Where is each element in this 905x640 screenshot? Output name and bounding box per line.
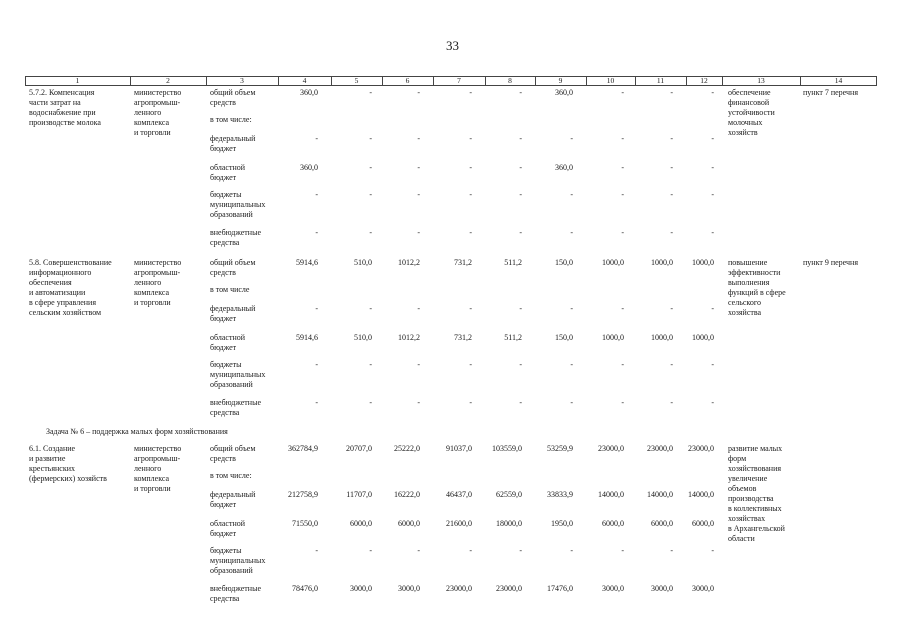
funding-value: - [519,163,522,172]
funding-source-line: общий объем [210,444,256,453]
funding-value: 33833,9 [547,490,573,499]
header-col-9: 9 [558,76,563,85]
funding-value: - [570,546,573,555]
funding-source-line: муниципальных [210,556,266,565]
funding-value: - [369,163,372,172]
funding-value: - [621,163,624,172]
funding-value: 14000,0 [647,490,673,499]
header-col-1: 1 [75,76,80,85]
header-divider [278,76,279,86]
funding-value: - [315,360,318,369]
funding-value: - [417,360,420,369]
funding-value: - [417,398,420,407]
funding-value: - [711,163,714,172]
funding-value: - [621,304,624,313]
funding-value: - [469,398,472,407]
measure-name-line: (фермерских) хозяйств [29,474,107,483]
funding-value: - [417,88,420,97]
funding-source-line: областной [210,333,246,342]
funding-value: 20707,0 [346,444,372,453]
funding-value: 1012,2 [398,258,420,267]
funding-source-line: областной [210,163,246,172]
funding-value: 25222,0 [394,444,420,453]
header-col-7: 7 [457,76,461,85]
funding-source-line: внебюджетные [210,398,261,407]
executor-line: ленного [134,464,162,473]
measure-name-line: производстве молока [29,118,101,127]
funding-source-line: бюджет [210,343,237,352]
funding-value: - [469,190,472,199]
funding-value: - [369,228,372,237]
funding-value: - [417,134,420,143]
expected-result-line: хозяйства [728,308,762,317]
expected-result-line: молочных [728,118,763,127]
funding-source-line: средства [210,408,240,417]
funding-value: 6000,0 [602,519,624,528]
funding-value: - [670,88,673,97]
funding-value: 14000,0 [688,490,714,499]
funding-value: 1000,0 [651,333,673,342]
funding-value: 360,0 [300,163,318,172]
funding-value: - [469,88,472,97]
funding-source-line: образований [210,210,253,219]
funding-source-line: внебюджетные [210,228,261,237]
header-divider [382,76,383,86]
funding-source-line: бюджеты [210,546,242,555]
header-col-13: 13 [757,76,765,85]
funding-value: - [369,304,372,313]
funding-value: 3000,0 [651,584,673,593]
funding-value: - [570,190,573,199]
measure-name-line: крестьянских [29,464,76,473]
funding-value: 3000,0 [602,584,624,593]
funding-source-line: федеральный [210,304,256,313]
funding-value: - [570,398,573,407]
funding-value: - [570,304,573,313]
funding-value: - [369,134,372,143]
funding-value: 14000,0 [598,490,624,499]
expected-result-line: сельского [728,298,761,307]
funding-value: - [519,190,522,199]
funding-value: 6000,0 [692,519,714,528]
funding-source-line: образований [210,380,253,389]
funding-source-line: муниципальных [210,200,266,209]
funding-source-line: средства [210,238,240,247]
expected-result-line: устойчивости [728,108,775,117]
funding-value: 53259,9 [547,444,573,453]
header-col-5: 5 [354,76,359,85]
funding-value: 511,2 [504,258,522,267]
funding-source-line: областной [210,519,246,528]
funding-value: 510,0 [354,333,372,342]
funding-value: 3000,0 [350,584,372,593]
funding-value: 23000,0 [598,444,624,453]
funding-value: 1000,0 [692,258,714,267]
funding-value: - [315,134,318,143]
funding-value: - [621,190,624,199]
expected-result-line: обеспечение [728,88,771,97]
funding-value: - [315,304,318,313]
executor-line: ленного [134,278,162,287]
measure-name-line: и автоматизации [29,288,86,297]
funding-value: - [519,88,522,97]
header-col-11: 11 [656,76,665,85]
section-heading: Задача № 6 – поддержка малых форм хозяйствования [46,427,228,436]
funding-value: - [369,398,372,407]
funding-value: 23000,0 [647,444,673,453]
funding-value: - [369,190,372,199]
funding-value: 103559,0 [492,444,522,453]
funding-value: 11707,0 [346,490,372,499]
funding-value: - [469,228,472,237]
funding-value: - [711,546,714,555]
funding-value: 46437,0 [446,490,472,499]
funding-value: 71550,0 [292,519,318,528]
funding-value: - [711,398,714,407]
funding-value: 6000,0 [651,519,673,528]
funding-value: - [711,228,714,237]
executor-line: комплекса [134,118,170,127]
header-divider [635,76,636,86]
expected-result-line: объемов [728,484,757,493]
executor-line: агропромыш- [134,454,181,463]
funding-value: - [621,360,624,369]
funding-source-line: бюджет [210,314,237,323]
expected-result-line: развитие малых [728,444,783,453]
funding-value: - [315,228,318,237]
funding-value: - [417,190,420,199]
expected-result-line: финансовой [728,98,770,107]
funding-value: 511,2 [504,333,522,342]
header-col-10: 10 [606,76,615,85]
funding-value: - [417,546,420,555]
funding-value: - [670,360,673,369]
reference-note: пункт 7 перечня [803,88,859,97]
header-col-14: 14 [834,76,843,85]
header-col-6: 6 [405,76,410,85]
funding-value: - [519,228,522,237]
funding-value: - [711,134,714,143]
funding-value: 150,0 [555,333,573,342]
executor-line: и торговли [134,484,171,493]
funding-value: - [670,546,673,555]
funding-source-line: в том числе: [210,471,252,480]
funding-source-line: средства [210,594,240,603]
funding-value: - [670,190,673,199]
executor-line: комплекса [134,474,170,483]
measure-name-line: водоснабжение при [29,108,96,117]
funding-value: - [711,360,714,369]
measure-name-line: информационного [29,268,92,277]
funding-value: - [369,546,372,555]
measure-name-line: 6.1. Создание [29,444,76,453]
funding-value: 1000,0 [602,258,624,267]
funding-value: 21600,0 [446,519,472,528]
funding-value: 5914,6 [296,258,318,267]
funding-value: 16222,0 [394,490,420,499]
funding-value: - [519,546,522,555]
measure-name-line: и развитие [29,454,66,463]
funding-value: 1000,0 [602,333,624,342]
header-divider [130,76,131,86]
funding-value: - [519,304,522,313]
funding-source-line: образований [210,566,253,575]
funding-source-line: общий объем [210,88,256,97]
executor-line: агропромыш- [134,268,181,277]
header-col-12: 12 [700,76,708,85]
header-divider [485,76,486,86]
funding-source-line: федеральный [210,490,256,499]
funding-value: - [469,546,472,555]
funding-source-line: в том числе [210,285,250,294]
funding-value: 731,2 [454,333,472,342]
expected-result-line: хозяйствах [728,514,766,523]
header-divider [331,76,332,86]
funding-value: - [711,190,714,199]
funding-value: 6000,0 [398,519,420,528]
expected-result-line: хозяйств [728,128,758,137]
measure-name-line: 5.8. Совершенствование [29,258,112,267]
funding-value: 150,0 [555,258,573,267]
expected-result-line: в Архангельской [728,524,785,533]
header-divider [586,76,587,86]
funding-source-line: бюджет [210,500,237,509]
funding-source-line: бюджеты [210,360,242,369]
header-divider [433,76,434,86]
funding-value: - [469,163,472,172]
funding-value: - [469,134,472,143]
funding-value: 212758,9 [288,490,318,499]
funding-source-line: средств [210,268,236,277]
header-divider [722,76,723,86]
funding-value: - [315,190,318,199]
funding-value: 6000,0 [350,519,372,528]
funding-source-line: федеральный [210,134,256,143]
funding-value: - [570,228,573,237]
funding-value: - [469,360,472,369]
measure-name-line: части затрат на [29,98,81,107]
funding-source-line: общий объем [210,258,256,267]
funding-value: 1000,0 [692,333,714,342]
funding-value: - [670,304,673,313]
funding-value: 62559,0 [496,490,522,499]
header-divider [800,76,801,86]
funding-value: 23000,0 [496,584,522,593]
funding-value: 91037,0 [446,444,472,453]
measure-name-line: 5.7.2. Компенсация [29,88,95,97]
funding-value: - [570,360,573,369]
funding-value: - [570,134,573,143]
funding-value: 18000,0 [496,519,522,528]
funding-value: - [711,304,714,313]
funding-value: 78476,0 [292,584,318,593]
funding-value: - [417,304,420,313]
expected-result-line: увеличение [728,474,768,483]
funding-value: - [621,134,624,143]
header-divider [206,76,207,86]
executor-line: министерство [134,444,182,453]
funding-value: 23000,0 [688,444,714,453]
expected-result-line: функций в сфере [728,288,786,297]
funding-value: - [519,398,522,407]
executor-line: министерство [134,88,182,97]
page-number: 33 [446,38,459,53]
funding-value: - [315,546,318,555]
funding-source-line: бюджет [210,144,237,153]
measure-name-line: сельским хозяйством [29,308,102,317]
funding-source-line: бюджет [210,173,237,182]
expected-result-line: форм [728,454,747,463]
funding-value: 3000,0 [692,584,714,593]
executor-line: министерство [134,258,182,267]
funding-value: - [670,163,673,172]
header-col-3: 3 [240,76,244,85]
funding-source-line: средств [210,98,236,107]
funding-value: - [369,88,372,97]
funding-value: - [670,398,673,407]
expected-result-line: выполнения [728,278,770,287]
funding-value: - [519,360,522,369]
header-divider [535,76,536,86]
funding-source-line: в том числе: [210,115,252,124]
funding-source-line: бюджеты [210,190,242,199]
funding-value: 360,0 [300,88,318,97]
header-col-4: 4 [302,76,307,85]
expected-result-line: эффективности [728,268,781,277]
executor-line: ленного [134,108,162,117]
funding-value: 1012,2 [398,333,420,342]
funding-value: - [621,546,624,555]
funding-value: 360,0 [555,163,573,172]
funding-value: 5914,6 [296,333,318,342]
funding-value: - [315,398,318,407]
funding-value: - [469,304,472,313]
funding-source-line: средств [210,454,236,463]
funding-source-line: внебюджетные [210,584,261,593]
funding-value: - [670,134,673,143]
funding-value: - [621,228,624,237]
funding-source-line: муниципальных [210,370,266,379]
header-col-2: 2 [166,76,170,85]
measure-name-line: в сфере управления [29,298,96,307]
expected-result-line: хозяйствования [728,464,782,473]
header-col-8: 8 [508,76,512,85]
funding-value: - [621,398,624,407]
executor-line: агропромыш- [134,98,181,107]
header-divider [686,76,687,86]
funding-value: - [670,228,673,237]
funding-value: 362784,9 [288,444,318,453]
funding-value: - [621,88,624,97]
funding-value: 17476,0 [547,584,573,593]
funding-value: - [519,134,522,143]
funding-value: - [417,228,420,237]
reference-note: пункт 9 перечня [803,258,859,267]
funding-value: - [369,360,372,369]
funding-value: 510,0 [354,258,372,267]
funding-value: - [417,163,420,172]
funding-value: 23000,0 [446,584,472,593]
expected-result-line: повышение [728,258,768,267]
funding-value: 360,0 [555,88,573,97]
funding-value: 1950,0 [551,519,573,528]
executor-line: комплекса [134,288,170,297]
expected-result-line: производства [728,494,774,503]
funding-value: 1000,0 [651,258,673,267]
expected-result-line: в коллективных [728,504,782,513]
funding-source-line: бюджет [210,529,237,538]
funding-value: 731,2 [454,258,472,267]
funding-value: - [711,88,714,97]
funding-value: 3000,0 [398,584,420,593]
expected-result-line: области [728,534,755,543]
executor-line: и торговли [134,298,171,307]
executor-line: и торговли [134,128,171,137]
measure-name-line: обеспечения [29,278,72,287]
